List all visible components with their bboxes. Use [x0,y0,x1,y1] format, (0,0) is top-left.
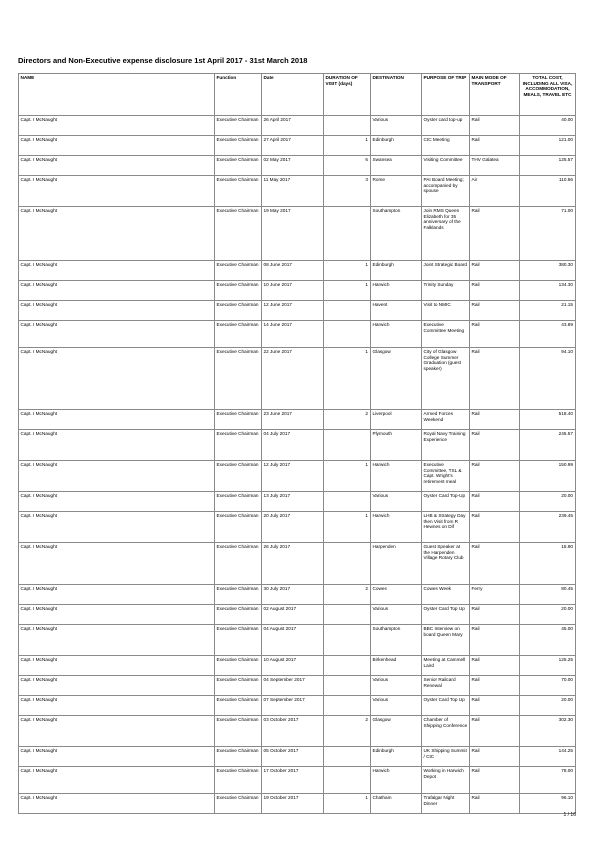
cell-total-cost: 245.57 [520,430,576,461]
cell-date: 27 April 2017 [262,136,324,156]
cell-transport: Rail [470,207,520,261]
cell-transport: Rail [470,261,520,281]
cell-total-cost: 94.10 [520,348,576,410]
cell-date: 26 April 2017 [262,116,324,136]
cell-total-cost: 71.00 [520,207,576,261]
cell-purpose: Executive Committee, TSL & Capt. Wright's retirement meal [422,461,470,492]
cell-purpose: Oyster card top-up [422,116,470,136]
cell-total-cost: 78.00 [520,767,576,794]
cell-duration: 6 [324,156,371,176]
cell-duration: 1 [324,512,371,543]
cell-function: Executive Chairman [215,136,262,156]
cell-duration: 2 [324,585,371,605]
cell-date: 12 June 2017 [262,301,324,321]
table-row [19,461,576,492]
table-row [19,261,576,281]
cell-purpose: Cowes Week [422,585,470,605]
cell-function: Executive Chairman [215,696,262,716]
table-row [19,625,576,656]
cell-transport: Rail [470,676,520,696]
table-row [19,492,576,512]
cell-function: Executive Chairman [215,625,262,656]
cell-total-cost: 380.30 [520,261,576,281]
cell-duration [324,767,371,794]
cell-purpose: Oyster Card Top-Up [422,492,470,512]
cell-destination: Edinburgh [371,747,422,767]
cell-purpose: CtC Meeting [422,136,470,156]
cell-destination: Various [371,605,422,625]
cell-duration [324,207,371,261]
cell-date: 20 July 2017 [262,512,324,543]
cell-name: Capt. I McNaught [19,747,215,767]
cell-date: 19 May 2017 [262,207,324,261]
cell-purpose: Meeting at Cammell Laird [422,656,470,676]
table-row [19,176,576,207]
cell-duration [324,747,371,767]
cell-total-cost: 43.89 [520,321,576,348]
cell-purpose: Join RMS Queen Elizabeth for 35 anniversary of the Falklands [422,207,470,261]
cell-transport: Rail [470,512,520,543]
cell-destination: Liverpool [371,410,422,430]
table-row [19,410,576,430]
cell-function: Executive Chairman [215,585,262,605]
cell-total-cost: 125.25 [520,656,576,676]
cell-destination: Cowes [371,585,422,605]
cell-function: Executive Chairman [215,430,262,461]
cell-purpose: Chamber of Shipping Conference [422,716,470,747]
cell-destination: Swansea [371,156,422,176]
table-row [19,716,576,747]
cell-name: Capt. I McNaught [19,410,215,430]
cell-purpose: Senior Railcard Renewal [422,676,470,696]
table-header-row [19,74,576,116]
page-number: 1 / 16 [563,812,576,818]
cell-transport: Rail [470,492,520,512]
header-name: NAME [19,74,215,116]
cell-name: Capt. I McNaught [19,430,215,461]
cell-destination: Birkenhead [371,656,422,676]
cell-transport: Rail [470,794,520,814]
cell-name: Capt. I McNaught [19,321,215,348]
cell-total-cost: 302.30 [520,716,576,747]
cell-purpose: UK Shipping Summit / CtC [422,747,470,767]
cell-function: Executive Chairman [215,767,262,794]
table-row [19,156,576,176]
cell-transport: Rail [470,321,520,348]
cell-purpose: Trinity Sunday [422,281,470,301]
cell-purpose: BBC Interview on board Queen Mary [422,625,470,656]
cell-transport: Ferry [470,585,520,605]
cell-duration: 3 [324,176,371,207]
table-row [19,207,576,261]
cell-duration [324,543,371,585]
header-destination: DESTINATION [371,74,422,116]
cell-total-cost: 40.00 [520,116,576,136]
cell-duration [324,321,371,348]
cell-function: Executive Chairman [215,794,262,814]
cell-destination: Various [371,696,422,716]
cell-transport: Air [470,176,520,207]
cell-purpose: Royal Navy Training Experience [422,430,470,461]
cell-transport: Rail [470,281,520,301]
header-date: Date [262,74,324,116]
cell-transport: Rail [470,301,520,321]
cell-total-cost: 20.00 [520,696,576,716]
cell-duration [324,492,371,512]
cell-destination: Various [371,116,422,136]
cell-function: Executive Chairman [215,410,262,430]
cell-duration: 1 [324,136,371,156]
cell-function: Executive Chairman [215,301,262,321]
cell-name: Capt. I McNaught [19,656,215,676]
cell-destination: Chatham [371,794,422,814]
table-row [19,585,576,605]
cell-name: Capt. I McNaught [19,301,215,321]
cell-date: 14 June 2017 [262,321,324,348]
cell-destination: Harwich [371,461,422,492]
cell-purpose: PAI Board Meeting; accompanied by spouse [422,176,470,207]
cell-name: Capt. I McNaught [19,156,215,176]
table-row [19,301,576,321]
cell-purpose: LHB & Strategy Day then Visit from R Hewnes on Dif [422,512,470,543]
table-row [19,656,576,676]
cell-date: 30 July 2017 [262,585,324,605]
cell-transport: Rail [470,430,520,461]
cell-name: Capt. I McNaught [19,176,215,207]
table-row [19,747,576,767]
cell-name: Capt. I McNaught [19,696,215,716]
cell-transport: Rail [470,696,520,716]
cell-total-cost: 20.00 [520,605,576,625]
cell-destination: Southampton [371,207,422,261]
cell-date: 23 June 2017 [262,410,324,430]
cell-date: 26 July 2017 [262,543,324,585]
cell-destination: Harwich [371,281,422,301]
cell-purpose: Oyster Card Top Up [422,605,470,625]
table-row [19,430,576,461]
table-row [19,512,576,543]
cell-destination: Edinburgh [371,261,422,281]
cell-destination: Havent [371,301,422,321]
cell-name: Capt. I McNaught [19,676,215,696]
cell-name: Capt. I McNaught [19,767,215,794]
cell-function: Executive Chairman [215,176,262,207]
cell-purpose: City of Glasgow College Summer Graduation (guest speaker) [422,348,470,410]
cell-function: Executive Chairman [215,281,262,301]
cell-function: Executive Chairman [215,116,262,136]
cell-transport: Rail [470,605,520,625]
table-row [19,543,576,585]
cell-transport: Rail [470,348,520,410]
cell-duration [324,605,371,625]
table-row [19,281,576,301]
cell-name: Capt. I McNaught [19,461,215,492]
cell-date: 13 July 2017 [262,492,324,512]
cell-function: Executive Chairman [215,543,262,585]
cell-total-cost: 110.56 [520,176,576,207]
cell-date: 22 June 2017 [262,348,324,410]
cell-destination: Rome [371,176,422,207]
cell-purpose: Working in Harwich Depot [422,767,470,794]
cell-destination: Harwich [371,512,422,543]
cell-destination: Harpenden [371,543,422,585]
cell-function: Executive Chairman [215,348,262,410]
cell-date: 03 October 2017 [262,716,324,747]
cell-total-cost: 144.25 [520,747,576,767]
cell-purpose: Guest Speaker at the Harpenden Village Rotary Club [422,543,470,585]
cell-function: Executive Chairman [215,676,262,696]
cell-function: Executive Chairman [215,512,262,543]
table-row [19,676,576,696]
cell-date: 07 September 2017 [262,696,324,716]
table-row [19,605,576,625]
cell-transport: Rail [470,461,520,492]
cell-total-cost: 134.30 [520,281,576,301]
cell-destination: Glasgow [371,716,422,747]
cell-duration: 1 [324,794,371,814]
cell-duration: 2 [324,716,371,747]
cell-function: Executive Chairman [215,261,262,281]
cell-function: Executive Chairman [215,461,262,492]
cell-duration: 1 [324,261,371,281]
cell-destination: Various [371,492,422,512]
cell-duration [324,696,371,716]
cell-transport: THV Galatea [470,156,520,176]
table-row [19,348,576,410]
cell-date: 02 May 2017 [262,156,324,176]
cell-total-cost: 239.45 [520,512,576,543]
cell-function: Executive Chairman [215,747,262,767]
cell-transport: Rail [470,656,520,676]
cell-function: Executive Chairman [215,656,262,676]
cell-destination: Various [371,676,422,696]
cell-total-cost: 125.57 [520,156,576,176]
cell-duration [324,301,371,321]
cell-total-cost: 45.00 [520,625,576,656]
cell-name: Capt. I McNaught [19,281,215,301]
cell-transport: Rail [470,543,520,585]
cell-function: Executive Chairman [215,492,262,512]
cell-duration [324,116,371,136]
cell-transport: Rail [470,716,520,747]
table-row [19,767,576,794]
cell-name: Capt. I McNaught [19,794,215,814]
cell-purpose: Trafalgar Night Dinner [422,794,470,814]
cell-name: Capt. I McNaught [19,116,215,136]
header-function: Function [215,74,262,116]
cell-destination: Edinburgh [371,136,422,156]
cell-transport: Rail [470,410,520,430]
cell-name: Capt. I McNaught [19,136,215,156]
cell-date: 05 October 2017 [262,747,324,767]
cell-date: 11 May 2017 [262,176,324,207]
cell-duration [324,430,371,461]
header-transport: MAIN MODE OF TRANSPORT [470,74,520,116]
cell-duration [324,656,371,676]
cell-duration: 2 [324,410,371,430]
cell-purpose: Executive Committee Meeting [422,321,470,348]
cell-function: Executive Chairman [215,207,262,261]
cell-date: 04 August 2017 [262,625,324,656]
cell-total-cost: 518.40 [520,410,576,430]
cell-transport: Rail [470,116,520,136]
cell-purpose: Visit to NMIC [422,301,470,321]
header-total-cost: TOTAL COST, INCLUDING ALL VISA, ACCOMMODATION, MEALS, TRAVEL ETC [520,74,576,116]
cell-date: 10 June 2017 [262,281,324,301]
cell-name: Capt. I McNaught [19,585,215,605]
cell-duration: 1 [324,348,371,410]
cell-name: Capt. I McNaught [19,348,215,410]
cell-date: 12 July 2017 [262,461,324,492]
cell-date: 10 August 2017 [262,656,324,676]
cell-total-cost: 15.90 [520,543,576,585]
cell-name: Capt. I McNaught [19,716,215,747]
cell-total-cost: 20.00 [520,492,576,512]
table-row [19,116,576,136]
header-purpose: PURPOSE OF TRIP [422,74,470,116]
cell-name: Capt. I McNaught [19,543,215,585]
cell-total-cost: 121.00 [520,136,576,156]
cell-function: Executive Chairman [215,605,262,625]
cell-total-cost: 80.45 [520,585,576,605]
cell-function: Executive Chairman [215,321,262,348]
cell-name: Capt. I McNaught [19,605,215,625]
cell-name: Capt. I McNaught [19,625,215,656]
cell-name: Capt. I McNaught [19,492,215,512]
cell-transport: Rail [470,767,520,794]
cell-transport: Rail [470,625,520,656]
cell-name: Capt. I McNaught [19,261,215,281]
table-row [19,321,576,348]
cell-duration [324,676,371,696]
cell-date: 02 August 2017 [262,605,324,625]
cell-function: Executive Chairman [215,716,262,747]
cell-name: Capt. I McNaught [19,207,215,261]
cell-purpose: Joint Strategic Board [422,261,470,281]
cell-purpose: Oyster Card Top Up [422,696,470,716]
cell-transport: Rail [470,747,520,767]
cell-date: 17 October 2017 [262,767,324,794]
cell-destination: Harwich [371,767,422,794]
table-row [19,696,576,716]
cell-date: 04 July 2017 [262,430,324,461]
cell-duration [324,625,371,656]
cell-destination: Harwich [371,321,422,348]
cell-date: 08 June 2017 [262,261,324,281]
cell-total-cost: 96.10 [520,794,576,814]
cell-purpose: Visiting Committee [422,156,470,176]
cell-purpose: Armed Forces Weekend [422,410,470,430]
cell-transport: Rail [470,136,520,156]
cell-destination: Southampton [371,625,422,656]
cell-total-cost: 70.00 [520,676,576,696]
expense-table [18,73,576,814]
document-title: Directors and Non-Executive expense disclosure 1st April 2017 - 31st March 2018 [18,56,308,65]
cell-date: 04 September 2017 [262,676,324,696]
table-body [19,116,576,814]
cell-date: 19 October 2017 [262,794,324,814]
cell-total-cost: 21.15 [520,301,576,321]
table-row [19,794,576,814]
cell-name: Capt. I McNaught [19,512,215,543]
cell-total-cost: 150.99 [520,461,576,492]
table-row [19,136,576,156]
cell-duration: 1 [324,461,371,492]
cell-destination: Plymouth [371,430,422,461]
cell-duration: 1 [324,281,371,301]
cell-destination: Glasgow [371,348,422,410]
cell-function: Executive Chairman [215,156,262,176]
header-duration: DURATION OF VISIT (days) [324,74,371,116]
